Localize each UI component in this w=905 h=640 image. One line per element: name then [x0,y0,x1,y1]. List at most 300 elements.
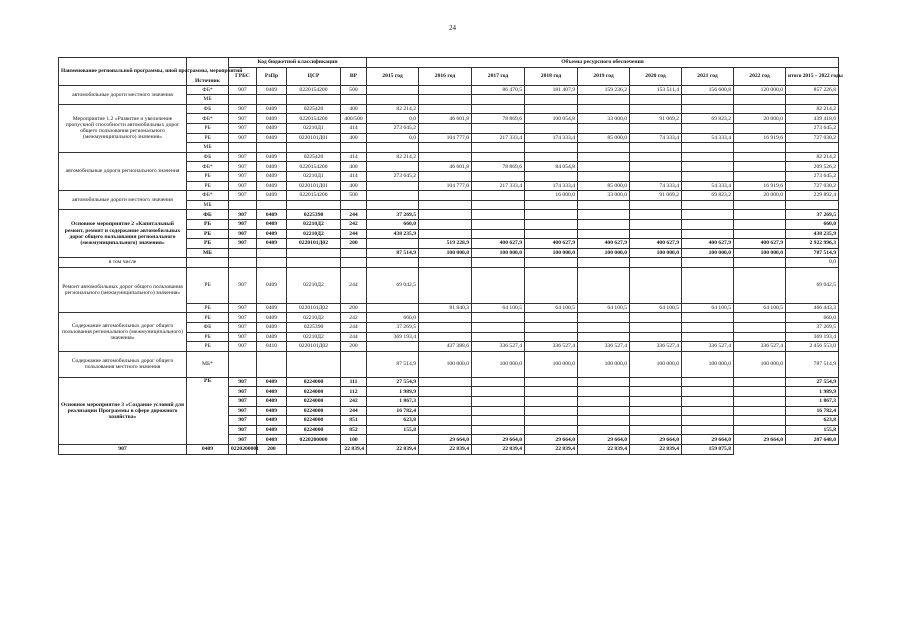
year-value [682,200,734,210]
vr-code [341,248,367,258]
year-value [525,143,578,153]
year-value [525,210,578,220]
total-value: 273 645,2 [786,171,839,181]
year-value [734,210,786,220]
header-year-2020: 2020 год [630,67,682,85]
year-value [419,210,472,220]
grbs-code: 907 [229,323,257,333]
year-value [472,152,525,162]
year-value [525,416,578,426]
year-value [734,258,786,268]
year-value [472,377,525,387]
page-number: 24 [449,24,456,32]
funding-source: ФБ* [187,114,229,124]
year-value [630,377,682,387]
funding-source: РБ [187,219,229,229]
csr-code: 0220200000 [287,435,341,445]
year-value: 69 823,2 [682,191,734,201]
vr-code: 242 [341,313,367,323]
year-value [578,171,630,181]
year-value: 100 054,8 [525,114,578,124]
grbs-code: 907 [229,152,257,162]
year-value: 100 000,0 [682,248,734,258]
year-value [472,143,525,153]
total-value: 159 875,8 [682,445,734,455]
table-row [59,152,839,162]
year-value [682,152,734,162]
rzpr-code: 0409 [257,162,287,172]
year-value [419,416,472,426]
vr-code: 111 [341,377,367,387]
grbs-code: 907 [229,133,257,143]
year-value [630,95,682,105]
year-value: 85 000,0 [578,133,630,143]
year-value [367,200,419,210]
year-value [419,397,472,407]
year-value: 153 511,4 [630,85,682,95]
funding-source: ФБ* [187,191,229,201]
vr-code: 200 [341,303,367,313]
year-value: 623,8 [367,416,419,426]
year-value: 336 527,4 [630,342,682,352]
year-value [367,258,419,268]
vr-code: 500 [341,191,367,201]
header-year-2017: 2017 год [472,67,525,85]
year-value [630,171,682,181]
year-value: 85 000,0 [578,181,630,191]
grbs-code: 907 [229,425,257,435]
csr-code: 0220154200 [287,85,341,95]
year-value: 54 333,4 [682,133,734,143]
year-value [682,387,734,397]
year-value [472,95,525,105]
year-value [682,397,734,407]
grbs-code [229,351,257,377]
year-value: 29 664,0 [578,435,630,445]
year-value [578,219,630,229]
year-value [578,387,630,397]
vr-code: 244 [341,406,367,416]
measure-name: автомобильные дороги местного значения [59,85,187,104]
total-value: 787 514,9 [786,248,839,258]
funding-source: РБ [187,313,229,323]
year-value: 64 100,5 [734,303,786,313]
year-value [734,397,786,407]
year-value: 217 333,4 [472,181,525,191]
grbs-code: 907 [229,377,257,387]
year-value [630,425,682,435]
year-value [472,191,525,201]
year-value [578,123,630,133]
year-value [630,267,682,303]
year-value [682,377,734,387]
year-value: 400 627,9 [682,239,734,249]
year-value [734,416,786,426]
year-value [525,323,578,333]
measure-name: в том числе [59,258,187,268]
year-value: 1 989,9 [367,387,419,397]
vr-code: 244 [341,332,367,342]
resource-table [58,57,843,455]
year-value [525,397,578,407]
year-value: 33 000,0 [578,114,630,124]
rzpr-code: 0409 [257,114,287,124]
year-value: 336 527,4 [578,342,630,352]
table-row [59,85,839,95]
year-value [630,229,682,239]
rzpr-code: 0410 [257,342,287,352]
year-value: 33 000,0 [578,191,630,201]
csr-code: 0220154200 [287,162,341,172]
year-value: 20 000,0 [734,114,786,124]
year-value [734,104,786,114]
rzpr-code: 0409 [257,323,287,333]
year-value [472,406,525,416]
year-value: 336 527,4 [525,342,578,352]
measure-name: Содержание автомобильных дорог общего пользования регионального (межмуниципального) значения» [59,313,187,351]
year-value: 82 214,2 [367,152,419,162]
total-value: 209 526,2 [786,162,839,172]
year-value [578,406,630,416]
csr-code: 02210Д1 [287,171,341,181]
vr-code: 414 [341,152,367,162]
year-value [525,258,578,268]
measure-name: Содержание автомобильных дорог общего пользования местного значения [59,351,187,377]
csr-code: 0224000 [287,387,341,397]
total-value: 1 989,9 [786,387,839,397]
year-value: 37 269,5 [367,323,419,333]
year-value [734,143,786,153]
year-value: 155,8 [367,425,419,435]
year-value: 369 193,4 [367,332,419,342]
year-value [419,219,472,229]
grbs-code: 907 [229,342,257,352]
vr-code: 500 [341,85,367,95]
vr-code: 852 [341,425,367,435]
year-value [367,143,419,153]
funding-source [187,258,229,268]
year-value [630,387,682,397]
table-row [59,377,839,387]
year-value: 100 000,0 [419,351,472,377]
rzpr-code: 0409 [257,377,287,387]
year-value [525,377,578,387]
total-value: 2 456 553,0 [786,342,839,352]
year-value [734,425,786,435]
header-year-2019: 2019 год [578,67,630,85]
total-value: 82 214,2 [786,104,839,114]
year-value [578,377,630,387]
year-value: 54 333,4 [682,181,734,191]
total-value: 229 892,4 [786,191,839,201]
rzpr-code: 0409 [257,123,287,133]
year-value [525,152,578,162]
year-value: 100 000,0 [419,248,472,258]
rzpr-code: 0409 [187,445,229,455]
vr-code [341,200,367,210]
year-value [630,123,682,133]
grbs-code: 907 [229,435,257,445]
vr-code: 112 [341,387,367,397]
year-value [472,210,525,220]
vr-code: 400/500 [341,114,367,124]
total-value [786,200,839,210]
funding-source: МБ [187,143,229,153]
year-value [734,200,786,210]
header-total: итого 2015 – 2022 годы [786,67,839,85]
year-value [419,387,472,397]
year-value [472,267,525,303]
csr-code: 0220101Д01 [287,133,341,143]
year-value: 69 823,2 [682,114,734,124]
year-value: 82 214,2 [367,104,419,114]
total-value: 623,8 [786,416,839,426]
year-value: 100 000,0 [734,248,786,258]
table-row [59,267,839,303]
csr-code: 02210Д2 [287,313,341,323]
year-value [525,332,578,342]
year-value: 100 000,0 [630,248,682,258]
total-value: 857 226,8 [786,85,839,95]
rzpr-code: 0409 [257,406,287,416]
measure-name: автомобильные дороги регионального значения [59,152,187,190]
year-value: 120 000,0 [734,85,786,95]
total-value: 37 269,5 [786,323,839,333]
vr-code [341,95,367,105]
year-value [682,123,734,133]
year-value [630,219,682,229]
year-value: 22 839,4 [472,445,525,455]
year-value: 400 627,9 [734,239,786,249]
rzpr-code [257,258,287,268]
rzpr-code: 0409 [257,229,287,239]
year-value [578,152,630,162]
year-value [578,143,630,153]
vr-code: 100 [341,435,367,445]
year-value [419,323,472,333]
grbs-code: 907 [229,85,257,95]
total-value: 27 554,9 [786,377,839,387]
year-value [734,152,786,162]
funding-source: ФБ [187,104,229,114]
table-row [59,351,839,377]
vr-code: 200 [257,445,287,455]
year-value [630,200,682,210]
total-value: 16 782,4 [786,406,839,416]
year-value: 29 664,0 [472,435,525,445]
year-value: 37 269,5 [367,210,419,220]
total-value: 207 648,0 [786,435,839,445]
year-value: 78 869,6 [472,114,525,124]
year-value: 100 000,0 [472,248,525,258]
header-volume: Объемы ресурсного обеспечения [367,58,839,68]
year-value [525,171,578,181]
year-value: 660,0 [367,313,419,323]
rzpr-code: 0409 [257,239,287,249]
year-value [630,210,682,220]
csr-code: 0220154200 [287,191,341,201]
rzpr-code [257,351,287,377]
year-value [419,406,472,416]
year-value [525,406,578,416]
year-value: 87 514,9 [367,248,419,258]
funding-source: РБ [187,133,229,143]
year-value [472,104,525,114]
year-value [419,313,472,323]
csr-code [287,200,341,210]
year-value: 69 042,5 [367,267,419,303]
rzpr-code: 0409 [257,133,287,143]
vr-code: 414 [341,123,367,133]
grbs-code [229,248,257,258]
year-value: 336 527,4 [682,342,734,352]
year-value: 29 664,0 [525,435,578,445]
total-value: 439 418,6 [786,114,839,124]
year-value: 159 236,2 [578,85,630,95]
year-value: 27 554,9 [367,377,419,387]
vr-code: 200 [341,342,367,352]
year-value [367,435,419,445]
year-value [630,162,682,172]
total-value: 1 867,3 [786,397,839,407]
vr-code: 244 [341,210,367,220]
year-value [630,143,682,153]
year-value [578,313,630,323]
table-row [59,445,839,455]
funding-source: РБ [187,239,229,249]
funding-source: ФБ [187,210,229,220]
vr-code: 400 [341,181,367,191]
year-value [472,397,525,407]
year-value: 20 000,0 [734,191,786,201]
year-value [525,219,578,229]
year-value [525,313,578,323]
funding-source: РБ [187,342,229,352]
year-value: 16 919,6 [734,181,786,191]
measure-name: Ремонт автомобильных дорог общего пользования регионального (межмуниципального) значения» [59,267,187,313]
vr-code [341,143,367,153]
funding-source: РБ [187,377,229,444]
funding-source: РБ [187,181,229,191]
grbs-code: 907 [59,445,187,455]
header-year-2022: 2022 год [734,67,786,85]
year-value [419,171,472,181]
grbs-code: 907 [229,229,257,239]
year-value: 100 000,0 [734,351,786,377]
total-value: 273 645,2 [786,123,839,133]
year-value [682,323,734,333]
rzpr-code: 0409 [257,210,287,220]
csr-code: 0220101Д02 [287,239,341,249]
rzpr-code: 0409 [257,104,287,114]
year-value: 87 514,9 [367,351,419,377]
year-value [734,95,786,105]
table-row [59,104,839,114]
year-value [734,406,786,416]
year-value: 438 235,9 [367,229,419,239]
year-value [525,267,578,303]
year-value [578,229,630,239]
csr-code: 0225390 [287,323,341,333]
table-row [59,191,839,201]
grbs-code: 907 [229,191,257,201]
year-value [367,85,419,95]
year-value [734,387,786,397]
year-value [630,152,682,162]
total-value: 660,0 [786,313,839,323]
year-value [472,171,525,181]
year-value [472,416,525,426]
rzpr-code: 0409 [257,397,287,407]
year-value [578,162,630,172]
year-value [630,406,682,416]
total-value: 660,0 [786,219,839,229]
header-grbs: ГРБС [229,67,257,85]
header-year-2016: 2016 год [419,67,472,85]
grbs-code: 907 [229,416,257,426]
year-value: 660,0 [367,219,419,229]
year-value [419,143,472,153]
year-value [734,123,786,133]
year-value: 29 664,0 [630,435,682,445]
vr-code: 200 [341,239,367,249]
year-value [630,397,682,407]
year-value [734,377,786,387]
grbs-code [229,95,257,105]
year-value [578,267,630,303]
year-value: 74 333,4 [630,181,682,191]
rzpr-code: 0409 [257,152,287,162]
header-year-2018: 2018 год [525,67,578,85]
measure-name: автомобильные дороги местного значения [59,191,187,210]
rzpr-code [257,200,287,210]
year-value: 16 000,0 [525,191,578,201]
year-value: 336 527,4 [472,342,525,352]
year-value: 46 601,8 [419,114,472,124]
year-value [472,323,525,333]
rzpr-code: 0409 [257,303,287,313]
year-value [578,323,630,333]
year-value [630,313,682,323]
year-value [682,267,734,303]
year-value: 217 333,4 [472,133,525,143]
year-value [419,95,472,105]
rzpr-code [257,248,287,258]
year-value [682,406,734,416]
csr-code: 0224000 [287,425,341,435]
table-row [59,313,839,323]
year-value [578,425,630,435]
grbs-code: 907 [229,303,257,313]
measure-name: Основное мероприятие 3 «Создание условий для реализации Программы в сфере дорожного хозяйства» [59,377,187,444]
year-value [287,445,341,455]
year-value [630,332,682,342]
grbs-code [229,258,257,268]
year-value [734,171,786,181]
year-value [578,95,630,105]
year-value [578,200,630,210]
year-value: 91 069,2 [630,114,682,124]
year-value: 0,0 [367,114,419,124]
year-value [525,229,578,239]
year-value [682,143,734,153]
year-value [734,162,786,172]
total-value: 69 042,5 [786,267,839,303]
measure-name: Мероприятие 1.2 «Развитие и увеличение пропускной способности автомобильных дорог общего пользования регионального (межмуниципального) значения» [59,104,187,152]
grbs-code: 907 [229,397,257,407]
funding-source: МБ* [187,351,229,377]
year-value [367,162,419,172]
